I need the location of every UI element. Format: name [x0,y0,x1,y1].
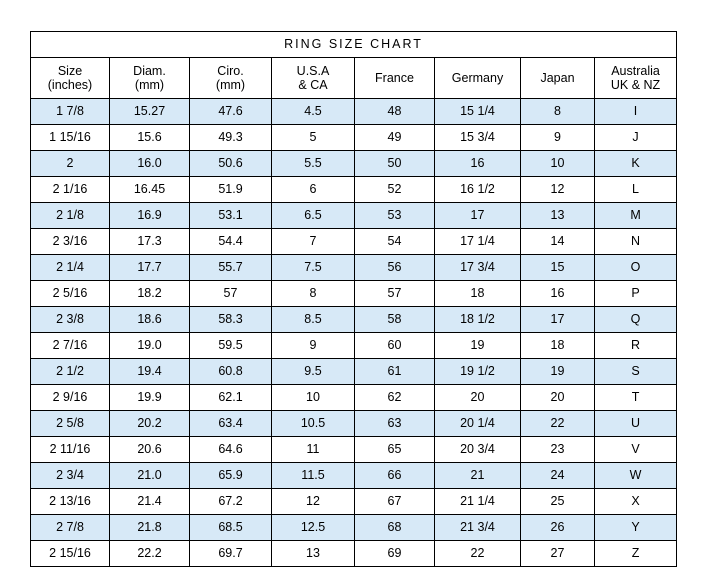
table-cell: 65.9 [190,463,272,489]
table-row [31,489,677,515]
table-cell: 18 [435,281,521,307]
table-row [31,255,677,281]
column-header-japan [521,58,595,99]
table-cell: 57 [355,281,435,307]
table-row [31,229,677,255]
table-cell: 23 [521,437,595,463]
column-header-size [31,58,110,99]
table-row [31,203,677,229]
column-header-usa-ca-line2: & CA [298,78,328,92]
table-cell: 57 [190,281,272,307]
table-cell: 12 [272,489,355,515]
chart-title: RING SIZE CHART [31,32,677,58]
table-cell: T [595,385,677,411]
table-cell: 19.9 [110,385,190,411]
table-cell: 20.2 [110,411,190,437]
table-cell: N [595,229,677,255]
table-cell: 60 [355,333,435,359]
table-cell: 10 [521,151,595,177]
table-cell: 62.1 [190,385,272,411]
table-cell: 18 [521,333,595,359]
table-row [31,307,677,333]
column-header-japan-line1: Japan [540,70,575,85]
table-cell: 1 15/16 [31,125,110,151]
table-cell: 49.3 [190,125,272,151]
table-row [31,281,677,307]
table-cell: P [595,281,677,307]
table-cell: 17 [435,203,521,229]
table-cell: 61 [355,359,435,385]
table-cell: 16.0 [110,151,190,177]
table-cell: M [595,203,677,229]
column-header-germany-line1: Germany [451,70,504,85]
table-cell: 2 1/16 [31,177,110,203]
table-cell: K [595,151,677,177]
table-cell: 18.2 [110,281,190,307]
table-cell: 12.5 [272,515,355,541]
table-cell: 9 [521,125,595,151]
table-cell: I [595,99,677,125]
table-cell: 20 3/4 [435,437,521,463]
table-cell: 18 1/2 [435,307,521,333]
column-header-circumference-line1: Ciro. [217,63,244,78]
table-cell: L [595,177,677,203]
table-cell: 58.3 [190,307,272,333]
table-cell: 21.4 [110,489,190,515]
table-row [31,437,677,463]
table-cell: 8 [521,99,595,125]
table-row [31,411,677,437]
table-cell: 8 [272,281,355,307]
table-cell: 21 [435,463,521,489]
table-cell: X [595,489,677,515]
table-cell: 50.6 [190,151,272,177]
table-row [31,99,677,125]
table-cell: 2 13/16 [31,489,110,515]
table-cell: 2 3/8 [31,307,110,333]
table-cell: 17 3/4 [435,255,521,281]
table-cell: R [595,333,677,359]
table-cell: 65 [355,437,435,463]
table-row [31,151,677,177]
table-cell: 64.6 [190,437,272,463]
table-cell: Z [595,541,677,567]
table-cell: 17 1/4 [435,229,521,255]
column-header-australia-line2: UK & NZ [610,78,661,92]
table-cell: 14 [521,229,595,255]
table-cell: 21 3/4 [435,515,521,541]
table-cell: V [595,437,677,463]
table-row [31,385,677,411]
table-cell: 2 9/16 [31,385,110,411]
table-cell: 8.5 [272,307,355,333]
ring-size-chart-table [30,31,677,567]
table-cell: 6.5 [272,203,355,229]
table-cell: 13 [521,203,595,229]
table-cell: 9.5 [272,359,355,385]
table-cell: 2 1/2 [31,359,110,385]
table-cell: 4.5 [272,99,355,125]
column-header-usa-ca [272,58,355,99]
table-cell: 20 [435,385,521,411]
table-cell: 2 5/16 [31,281,110,307]
table-cell: 2 1/8 [31,203,110,229]
table-cell: 53 [355,203,435,229]
column-header-diameter-line2: (mm) [134,78,165,92]
table-cell: 55.7 [190,255,272,281]
table-cell: 2 [31,151,110,177]
table-cell: 11.5 [272,463,355,489]
table-cell: 22.2 [110,541,190,567]
table-cell: J [595,125,677,151]
table-cell: 69.7 [190,541,272,567]
table-cell: 51.9 [190,177,272,203]
table-cell: 21.8 [110,515,190,541]
table-cell: 6 [272,177,355,203]
table-cell: 67 [355,489,435,515]
table-cell: 15.27 [110,99,190,125]
table-cell: 16.9 [110,203,190,229]
column-header-diameter [110,58,190,99]
table-cell: 26 [521,515,595,541]
table-cell: 5 [272,125,355,151]
ring-size-chart-container [30,31,676,567]
column-header-australia-uk-nz [595,58,677,99]
table-cell: 16.45 [110,177,190,203]
table-cell: 17.7 [110,255,190,281]
table-cell: 27 [521,541,595,567]
table-cell: 63.4 [190,411,272,437]
table-cell: 2 7/8 [31,515,110,541]
table-cell: 15 1/4 [435,99,521,125]
table-cell: 68.5 [190,515,272,541]
table-cell: 15.6 [110,125,190,151]
table-cell: W [595,463,677,489]
table-cell: 67.2 [190,489,272,515]
table-cell: 20 [521,385,595,411]
table-body [31,99,677,567]
table-cell: 9 [272,333,355,359]
table-cell: 2 11/16 [31,437,110,463]
table-row [31,515,677,541]
table-cell: 2 7/16 [31,333,110,359]
table-cell: 10.5 [272,411,355,437]
table-cell: 52 [355,177,435,203]
table-cell: 22 [521,411,595,437]
table-cell: 20 1/4 [435,411,521,437]
table-cell: O [595,255,677,281]
table-cell: 22 [435,541,521,567]
table-cell: 68 [355,515,435,541]
table-cell: 17 [521,307,595,333]
table-cell: 47.6 [190,99,272,125]
table-cell: 7 [272,229,355,255]
table-cell: 25 [521,489,595,515]
table-cell: 60.8 [190,359,272,385]
table-cell: 5.5 [272,151,355,177]
table-cell: 54 [355,229,435,255]
table-cell: 63 [355,411,435,437]
table-cell: 13 [272,541,355,567]
column-header-circumference-line2: (mm) [215,78,246,92]
table-cell: 19 1/2 [435,359,521,385]
table-cell: 19 [521,359,595,385]
table-cell: 66 [355,463,435,489]
table-cell: 15 [521,255,595,281]
table-cell: S [595,359,677,385]
table-cell: 2 3/4 [31,463,110,489]
table-cell: 50 [355,151,435,177]
table-cell: 18.6 [110,307,190,333]
table-cell: 2 15/16 [31,541,110,567]
table-cell: 19.0 [110,333,190,359]
table-cell: 69 [355,541,435,567]
column-header-australia-line1: Australia [611,63,660,78]
column-header-france-line1: France [375,70,414,85]
table-cell: 2 5/8 [31,411,110,437]
table-cell: 21 1/4 [435,489,521,515]
table-cell: 1 7/8 [31,99,110,125]
table-cell: 48 [355,99,435,125]
table-cell: 2 1/4 [31,255,110,281]
column-header-diameter-line1: Diam. [133,63,166,78]
table-row [31,359,677,385]
table-row [31,463,677,489]
table-cell: 21.0 [110,463,190,489]
table-cell: 17.3 [110,229,190,255]
table-cell: 11 [272,437,355,463]
table-cell: 10 [272,385,355,411]
table-cell: 19.4 [110,359,190,385]
table-cell: 19 [435,333,521,359]
table-cell: 59.5 [190,333,272,359]
column-header-circumference [190,58,272,99]
column-header-size-line2: (inches) [47,78,93,92]
table-cell: Q [595,307,677,333]
table-row [31,541,677,567]
table-cell: 2 3/16 [31,229,110,255]
table-cell: Y [595,515,677,541]
table-cell: U [595,411,677,437]
table-cell: 12 [521,177,595,203]
table-cell: 56 [355,255,435,281]
table-cell: 49 [355,125,435,151]
table-cell: 16 1/2 [435,177,521,203]
column-header-france [355,58,435,99]
table-cell: 54.4 [190,229,272,255]
table-cell: 16 [435,151,521,177]
column-header-row [31,58,677,99]
table-head [31,32,677,99]
title-row [31,32,677,58]
table-cell: 62 [355,385,435,411]
table-row [31,125,677,151]
table-cell: 53.1 [190,203,272,229]
column-header-usa-ca-line1: U.S.A [296,63,330,78]
table-row [31,177,677,203]
table-cell: 58 [355,307,435,333]
table-row [31,333,677,359]
column-header-germany [435,58,521,99]
table-cell: 7.5 [272,255,355,281]
table-cell: 20.6 [110,437,190,463]
table-cell: 24 [521,463,595,489]
table-cell: 16 [521,281,595,307]
column-header-size-line1: Size [57,63,83,78]
table-cell: 15 3/4 [435,125,521,151]
